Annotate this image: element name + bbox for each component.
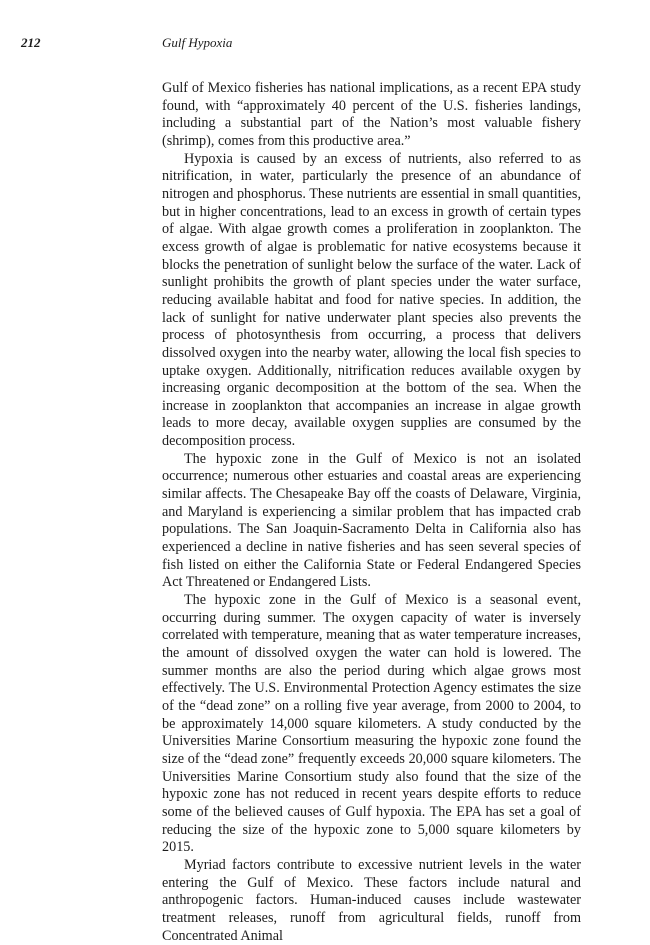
paragraph-contributing-factors: Myriad factors contribute to excessive nutrient levels in the water entering the Gulf of Mexico. These factors include natural and anthropogenic factors. Human-induced causes include wastewater treatment releases, runoff from agricultural fields, runoff from Concentrated Animal — [162, 856, 581, 944]
paragraph-hypoxia-causes: Hypoxia is caused by an excess of nutrients, also referred to as nitrification, in water, particularly the presence of an abundance of nitrogen and phosphorus. These nutrients are essential in small quantities, but in higher concentrations, lead to an excess in growth of certain types of algae. With algae growth comes a proliferation in zooplankton. The excess growth of algae is problematic for native ecosystems because it blocks the penetration of sunlight below the surface of the water. Lack of sunlight prohibits the growth of plant species under the water surface, reducing available habitat and food for native species. In addition, the lack of sunlight for native underwater plant species also prevents the process of photosynthesis from occurring, a process that delivers dissolved oxygen into the nearby water, allowing the local fish species to uptake oxygen. Additionally, nitrification reduces available oxygen by increasing organic decomposition at the bottom of the sea. When the increase in zooplankton that accompanies an increase in algae growth leads to more decay, available oxygen supplies are consumed by the decomposition process. — [162, 150, 581, 450]
paragraph-other-estuaries: The hypoxic zone in the Gulf of Mexico is not an isolated occurrence; numerous other estuaries and coastal areas are experiencing similar affects. The Chesapeake Bay off the coasts of Delaware, Virginia, and Maryland is experiencing a similar problem that has impacted crab populations. The San Joaquin-Sacramento Delta in California also has experienced a decline in native fisheries and has seen several species of fish listed on either the California State or Federal Endangered Species Act Threatened or Endangered Lists. — [162, 450, 581, 591]
page-number: 212 — [21, 35, 41, 50]
paragraph-seasonal-event: The hypoxic zone in the Gulf of Mexico is a seasonal event, occurring during summer. The oxygen capacity of water is inversely correlated with temperature, meaning that as water temperature increases, the amount of dissolved oxygen the water can hold is lowered. The summer months are also the period during which algae grows most effectively. The U.S. Environmental Protection Agency estimates the size of the “dead zone” on a rolling five year average, from 2000 to 2004, to be approximately 14,000 square kilometers. A study conducted by the Universities Marine Consortium measuring the hypoxic zone found the size of the “dead zone” frequently exceeds 20,000 square kilometers. The Universities Marine Consortium study also found that the size of the hypoxic zone has not reduced in recent years despite efforts to reduce some of the believed causes of Gulf hypoxia. The EPA has set a goal of reducing the size of the hypoxic zone to 5,000 square kilometers by 2015. — [162, 592, 581, 856]
paragraph-continuation: Gulf of Mexico fisheries has national implications, as a recent EPA study found, with “approximately 40 percent of the U.S. fisheries landings, including a substantial part of the Nation’s most valuable fishery (shrimp), comes from this productive area.” — [162, 80, 581, 149]
running-title: Gulf Hypoxia — [162, 35, 233, 50]
body-text — [162, 80, 581, 945]
running-head — [21, 35, 621, 55]
